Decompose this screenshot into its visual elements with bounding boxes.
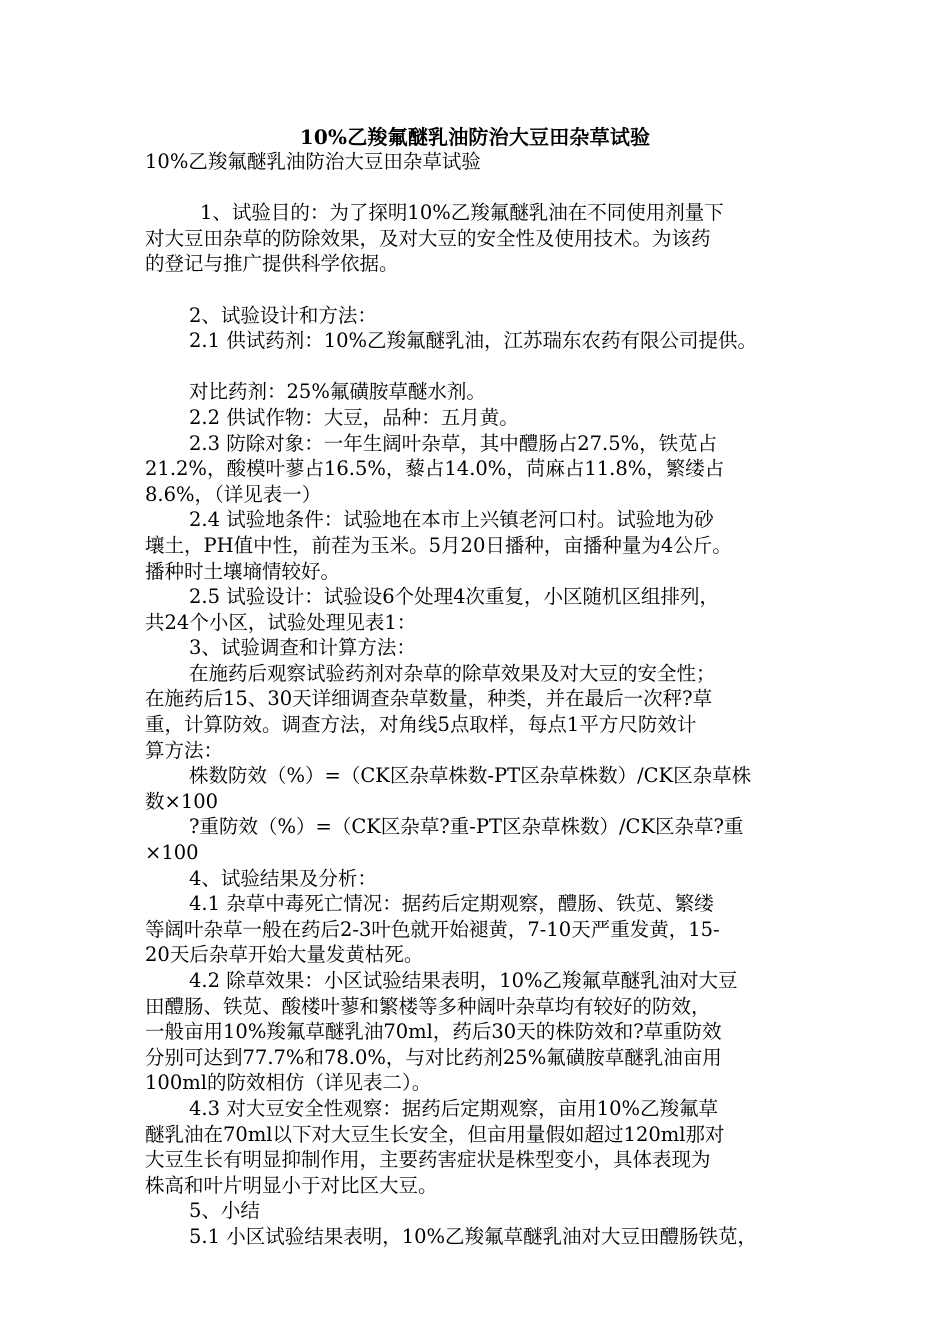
paragraph-line: 4.3 对大豆安全性观察：据药后定期观察，亩用10%乙羧氟草: [189, 1096, 719, 1120]
section-heading: 2、试验设计和方法：: [189, 303, 377, 327]
paragraph-line: 在施药后15、30天详细调查杂草数量，种类，并在最后一次秤?草: [145, 687, 713, 711]
paragraph-line: 8.6%，（详见表一）: [145, 482, 322, 506]
section-heading: 3、试验调查和计算方法：: [189, 636, 416, 660]
blank-line: [145, 175, 825, 201]
paragraph-line: 醚乳油在70ml以下对大豆生长安全，但亩用量假如超过120ml那对: [145, 1122, 725, 1146]
paragraph-line: 共24个小区，试验处理见表1：: [145, 610, 417, 634]
blank-line: [145, 354, 825, 380]
paragraph-line: 100ml的防效相仿（详见表二）。: [145, 1071, 432, 1095]
paragraph-line: 田醴肠、铁苋、酸楼叶蓼和繁楼等多种阔叶杂草均有较好的防效，: [145, 994, 711, 1018]
formula-line: ?重防效（%）=（CK区杂草?重-PT区杂草株数）/CK区杂草?重: [189, 815, 744, 839]
document-title: 10%乙羧氟醚乳油防治大豆田杂草试验: [299, 125, 651, 149]
paragraph-line: 20天后杂草开始大量发黄枯死。: [145, 943, 424, 967]
paragraph-line: 5.1 小区试验结果表明，10%乙羧氟草醚乳油对大豆田醴肠铁苋，: [189, 1224, 758, 1248]
formula-line: ×100: [145, 841, 199, 865]
paragraph-line: 在施药后观察试验药剂对杂草的除草效果及对大豆的安全性；: [189, 661, 716, 685]
paragraph-line: 2.3 防除对象：一年生阔叶杂草，其中醴肠占27.5%，铁苋占: [189, 431, 718, 455]
paragraph-line: 一般亩用10%羧氟草醚乳油70ml，药后30天的株防效和?草重防效: [145, 1020, 722, 1044]
paragraph-line: 的登记与推广提供科学依据。: [145, 252, 399, 276]
paragraph-line: 2.2 供试作物：大豆，品种：五月黄。: [189, 405, 519, 429]
paragraph-line: 等阔叶杂草一般在药后2-3叶色就开始褪黄，7-10天严重发黄，15-: [145, 917, 720, 941]
subtitle-line: 10%乙羧氟醚乳油防治大豆田杂草试验: [145, 150, 481, 173]
paragraph-line: 21.2%，酸模叶蓼占16.5%，藜占14.0%，苘麻占11.8%，繁缕占: [145, 457, 725, 481]
paragraph-line: 重，计算防效。调查方法，对角线5点取样，每点1平方尺防效计: [145, 713, 697, 737]
paragraph-line: 4.1 杂草中毒死亡情况：据药后定期观察，醴肠、铁苋、繁缕: [189, 892, 714, 916]
paragraph-line: 2.4 试验地条件：试验地在本市上兴镇老河口村。试验地为砂: [189, 508, 714, 532]
section-heading: 5、小结: [189, 1199, 260, 1223]
section-heading: 4、试验结果及分析：: [189, 866, 377, 890]
paragraph-line: 大豆生长有明显抑制作用，主要药害症状是株型变小，具体表现为: [145, 1148, 711, 1172]
formula-line: 数×100: [145, 789, 219, 813]
paragraph-line: 播种时土壤墒情较好。: [145, 559, 341, 583]
paragraph-line: 4.2 除草效果：小区试验结果表明，10%乙羧氟草醚乳油对大豆: [189, 969, 738, 992]
paragraph-line: 分别可达到77.7%和78.0%，与对比药剂25%氟磺胺草醚乳油亩用: [145, 1045, 722, 1069]
document-body: [145, 149, 825, 1250]
paragraph-line: 株高和叶片明显小于对比区大豆。: [145, 1173, 438, 1197]
paragraph-line: 2.5 试验设计：试验设6个处理4次重复，小区随机区组排列，: [189, 585, 720, 609]
paragraph-line: 1、试验目的：为了探明10%乙羧氟醚乳油在不同使用剂量下: [200, 201, 724, 225]
formula-line: 株数防效（%）=（CK区杂草株数-PT区杂草株数）/CK区杂草株: [189, 764, 752, 788]
blank-line: [145, 277, 825, 303]
paragraph-line: 2.1 供试药剂：10%乙羧氟醚乳油，江苏瑞东农药有限公司提供。: [189, 329, 758, 353]
paragraph-line: 壤土，PH值中性，前茬为玉米。5月20日播种，亩播种量为4公斤。: [145, 533, 732, 557]
paragraph-line: 算方法：: [145, 738, 224, 762]
paragraph-line: 对比药剂：25%氟磺胺草醚水剂。: [189, 380, 486, 404]
paragraph-line: 对大豆田杂草的防除效果，及对大豆的安全性及使用技术。为该药: [145, 226, 711, 250]
